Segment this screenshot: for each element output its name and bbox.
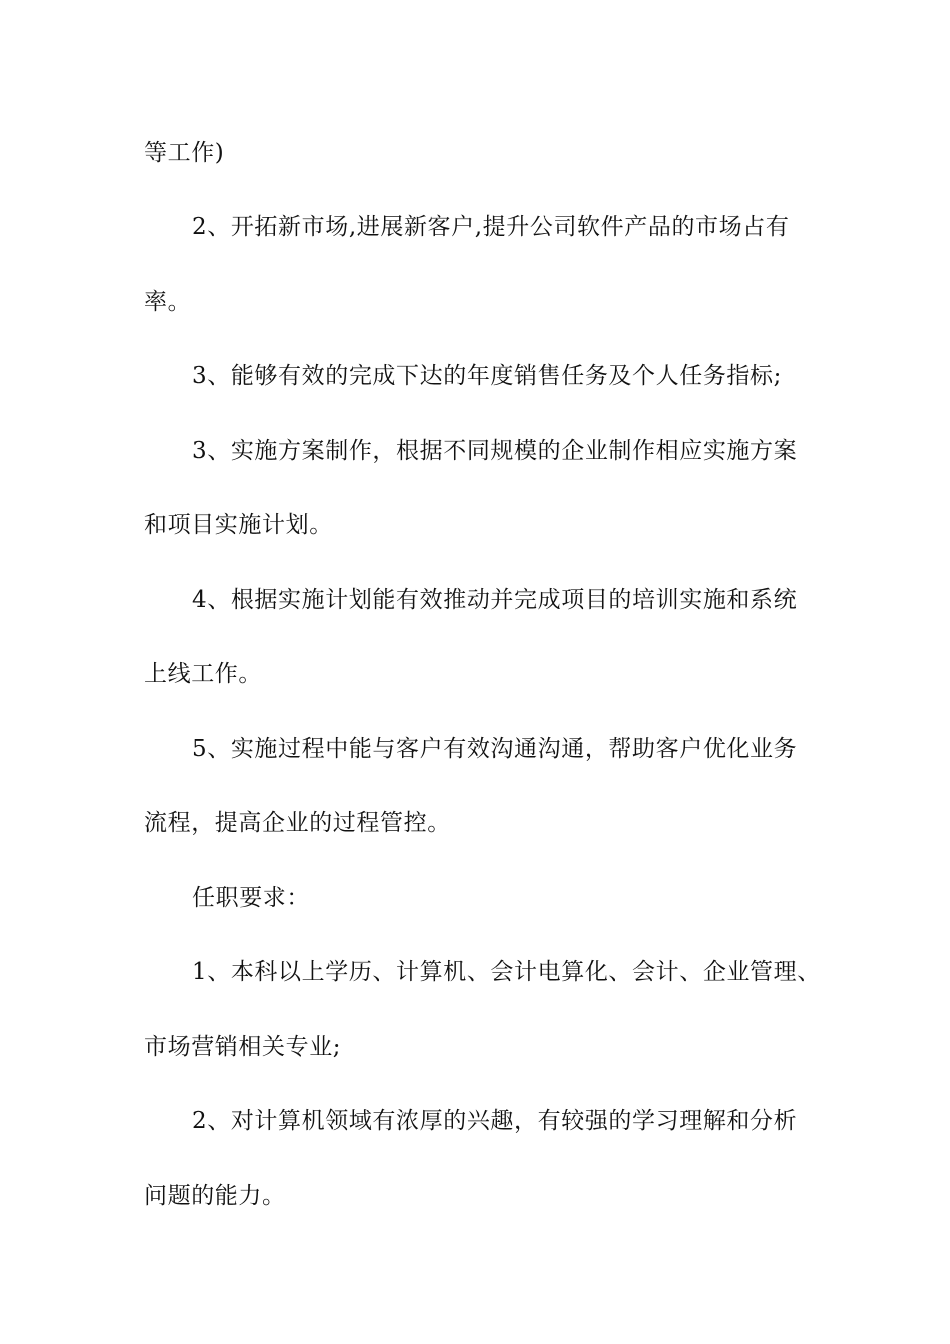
- text-line-4: 3、能够有效的完成下达的年度销售任务及个人任务指标;: [192, 363, 782, 389]
- text-line-5: 3、实施方案制作，根据不同规模的企业制作相应实施方案: [192, 438, 798, 464]
- text-line-8: 上线工作。: [144, 661, 262, 687]
- text-line-15: 问题的能力。: [144, 1183, 286, 1209]
- text-line-13: 市场营销相关专业;: [144, 1034, 342, 1060]
- text-line-11: 任职要求：: [192, 885, 310, 911]
- text-line-12: 1、本科以上学历、计算机、会计电算化、会计、企业管理、: [192, 959, 821, 985]
- text-line-10: 流程，提高企业的过程管控。: [144, 810, 451, 836]
- text-line-3: 率。: [144, 289, 192, 315]
- text-line-7: 4、根据实施计划能有效推动并完成项目的培训实施和系统: [192, 587, 798, 613]
- text-line-14: 2、对计算机领域有浓厚的兴趣，有较强的学习理解和分析: [192, 1108, 798, 1134]
- text-line-6: 和项目实施计划。: [144, 512, 333, 538]
- text-line-9: 5、实施过程中能与客户有效沟通沟通，帮助客户优化业务: [192, 736, 798, 762]
- text-line-1: 等工作): [144, 140, 225, 166]
- text-line-2: 2、开拓新市场,进展新客户,提升公司软件产品的市场占有: [192, 214, 790, 240]
